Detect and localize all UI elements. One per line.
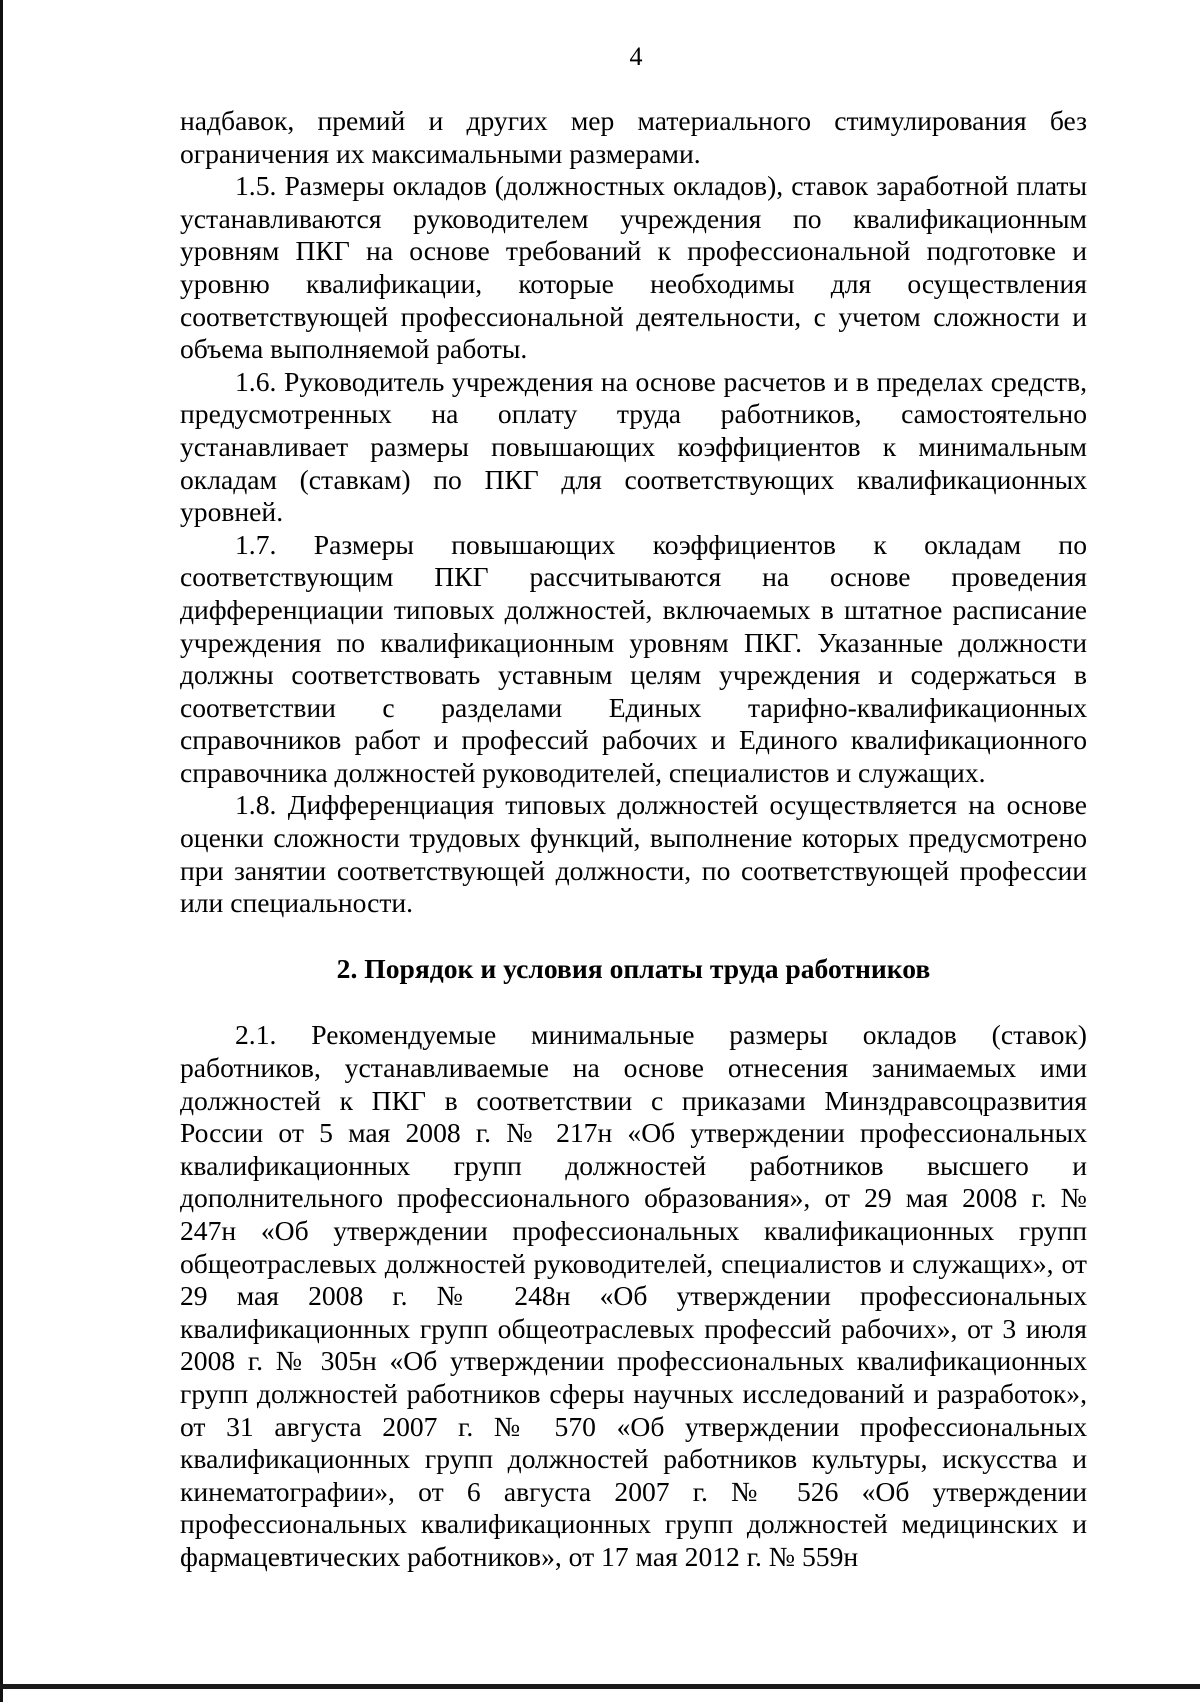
paragraph-continuation: надбавок, премий и других мер материального стимулирования без ограничения их максимальными размерами. <box>180 105 1087 169</box>
paragraph-item-1-5: 1.5. Размеры окладов (должностных окладов), ставок заработной платы устанавливаются руководителем учреждения по квалификационным уровням ПКГ на основе требований к профессиональной подготовке и уровню квалификации, которые необходимы для осуществления соответствующей профессиональной деятельности, с учетом сложности и объема выполняемой работы. <box>180 170 1087 365</box>
paragraph-item-1-6: 1.6. Руководитель учреждения на основе расчетов и в пределах средств, предусмотренных на оплату труда работников, самостоятельно устанавливает размеры повышающих коэффициентов к минимальным окладам (ставкам) по ПКГ для соответствующих квалификационных уровней. <box>180 365 1087 528</box>
paragraph-item-1-7: 1.7. Размеры повышающих коэффициентов к окладам по соответствующим ПКГ рассчитываются на основе проведения дифференциации типовых должностей, включаемых в штатное расписание учреждения по квалификационным уровням ПКГ. Указанные должности должны соответствовать уставным целям учреждения и содержаться в соответствии с разделами Единых тарифно-квалификационных справочников работ и профессий рабочих и Единого квалификационного справочника должностей руководителей, специалистов и служащих. <box>180 528 1087 788</box>
page-number: 4 <box>629 42 643 71</box>
scan-bottom-edge <box>0 1684 1200 1689</box>
section-heading: 2. Порядок и условия оплаты труда работников <box>336 952 931 984</box>
scan-left-edge <box>0 0 3 1702</box>
paragraph-item-2-1: 2.1. Рекомендуемые минимальные размеры окладов (ставок) работников, устанавливаемые на основе отнесения занимаемых ими должностей к ПКГ в соответствии с приказами Минздравсоцразвития России от 5 мая 2008 г. № 217н «Об утверждении профессиональных квалификационных групп должностей работников высшего и дополнительного профессионального образования», от 29 мая 2008 г. № 247н «Об утверждении профессиональных квалификационных групп общеотраслевых должностей руководителей, специалистов и служащих», от 29 мая 2008 г. № 248н «Об утверждении профессиональных квалификационных групп общеотраслевых профессий рабочих», от 3 июля 2008 г. № 305н «Об утверждении профессиональных квалификационных групп должностей работников сферы научных исследований и разработок», от 31 августа 2007 г. № 570 «Об утверждении профессиональных квалификационных групп должностей работников культуры, искусства и кинематографии», от 6 августа 2007 г. № 526 «Об утверждении профессиональных квалификационных групп должностей медицинских и фармацевтических работников», от 17 мая 2012 г. № 559н <box>180 1019 1087 1572</box>
document-body <box>180 105 1087 1574</box>
paragraph-item-1-8: 1.8. Дифференциация типовых должностей осуществляется на основе оценки сложности трудовых функций, выполнение которых предусмотрено при занятии соответствующей должности, по соответствующей профессии или специальности. <box>180 789 1087 919</box>
